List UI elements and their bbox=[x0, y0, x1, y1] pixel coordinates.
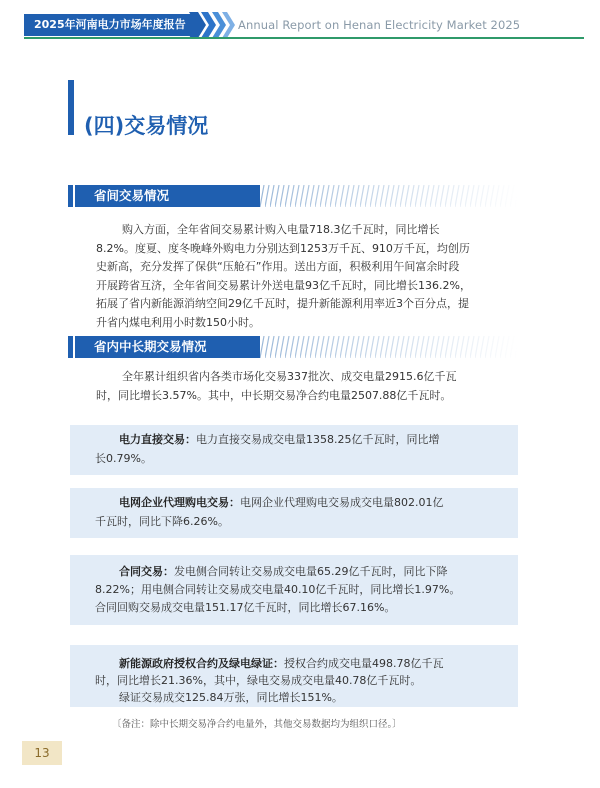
paragraph-line: 史新高，充分发挥了保供“压舱石”作用。送出方面，积极利用午间富余时段 bbox=[96, 260, 460, 273]
info-box-green-power bbox=[70, 645, 518, 707]
info-box-text: 发电侧合同转让交易成交电量65.29亿千瓦时，同比下降 bbox=[174, 565, 448, 578]
info-box-label: 合同交易： bbox=[119, 565, 174, 578]
paragraph-midlong-term bbox=[96, 368, 506, 405]
info-box-text: 电力直接交易成交电量1358.25亿千瓦时，同比增 bbox=[196, 433, 440, 446]
paragraph-line: 拓展了省内新能源消纳空间29亿千瓦时，提升新能源利用率近3个百分点，提 bbox=[96, 297, 469, 310]
subsection-header-midlong-term bbox=[68, 336, 518, 358]
header-stripes-decoration bbox=[189, 12, 235, 38]
subsection-hatch-decoration bbox=[260, 185, 518, 207]
section-title: (四)交易情况 bbox=[84, 114, 209, 138]
info-box-label: 新能源政府授权合约及绿电绿证： bbox=[119, 657, 284, 670]
paragraph-line: 购入方面，全年省间交易累计购入电量718.3亿千瓦时，同比增长 bbox=[122, 223, 440, 236]
subsection-marker bbox=[68, 336, 73, 358]
info-box-text: 合同回购交易成交电量151.17亿千瓦时，同比增长67.16%。 bbox=[95, 601, 396, 614]
header-title: 2025年河南电力市场年度报告 bbox=[34, 18, 186, 31]
info-box-agency-purchase bbox=[70, 488, 518, 538]
page-number: 13 bbox=[34, 746, 50, 760]
info-box-contract-trading bbox=[70, 555, 518, 625]
paragraph-line: 8.2%。度夏、度冬晚峰外购电力分别达到1253万千瓦、910万千瓦，均创历 bbox=[96, 241, 470, 255]
footnote: 〔备注：除中长期交易净合约电量外，其他交易数据均为组织口径。〕 bbox=[112, 719, 402, 730]
info-box-text: 绿证交易成交125.84万张，同比增长151%。 bbox=[119, 691, 343, 704]
section-title-marker bbox=[68, 80, 74, 135]
paragraph-line: 时，同比增长3.57%。其中，中长期交易净合约电量2507.88亿千瓦时。 bbox=[96, 388, 452, 402]
info-box-text: 长0.79%。 bbox=[95, 452, 152, 465]
info-box-label: 电力直接交易： bbox=[119, 433, 196, 446]
info-box-text: 8.22%；用电侧合同转让交易成交电量40.10亿千瓦时，同比增长1.97%。 bbox=[95, 583, 461, 596]
info-box-text: 授权合约成交电量498.78亿千瓦 bbox=[284, 657, 444, 670]
subsection-hatch-decoration bbox=[260, 336, 518, 358]
info-box-text: 时，同比增长21.36%，其中，绿电交易成交电量40.78亿千瓦时。 bbox=[95, 674, 422, 687]
info-box-text: 千瓦时，同比下降6.26%。 bbox=[95, 515, 229, 528]
paragraph-line: 开展跨省互济，全年省间交易累计外送电量93亿千瓦时，同比增长136.2%， bbox=[96, 278, 471, 292]
paragraph-line: 升省内煤电利用小时数150小时。 bbox=[96, 315, 260, 329]
info-box-direct-trading bbox=[70, 425, 518, 475]
subsection-title: 省内中长期交易情况 bbox=[94, 339, 207, 354]
paragraph-interprovincial bbox=[96, 221, 506, 332]
info-box-label: 电网企业代理购电交易： bbox=[119, 496, 240, 509]
info-box-text: 电网企业代理购电交易成交电量802.01亿 bbox=[240, 496, 444, 509]
subsection-header-interprovincial bbox=[68, 185, 518, 207]
subsection-title: 省间交易情况 bbox=[94, 188, 170, 203]
subsection-marker bbox=[68, 185, 73, 207]
header-divider bbox=[24, 37, 584, 39]
paragraph-line: 全年累计组织省内各类市场化交易337批次、成交电量2915.6亿千瓦 bbox=[122, 370, 457, 383]
header-title-en: Annual Report on Henan Electricity Market 2025 bbox=[238, 18, 521, 32]
